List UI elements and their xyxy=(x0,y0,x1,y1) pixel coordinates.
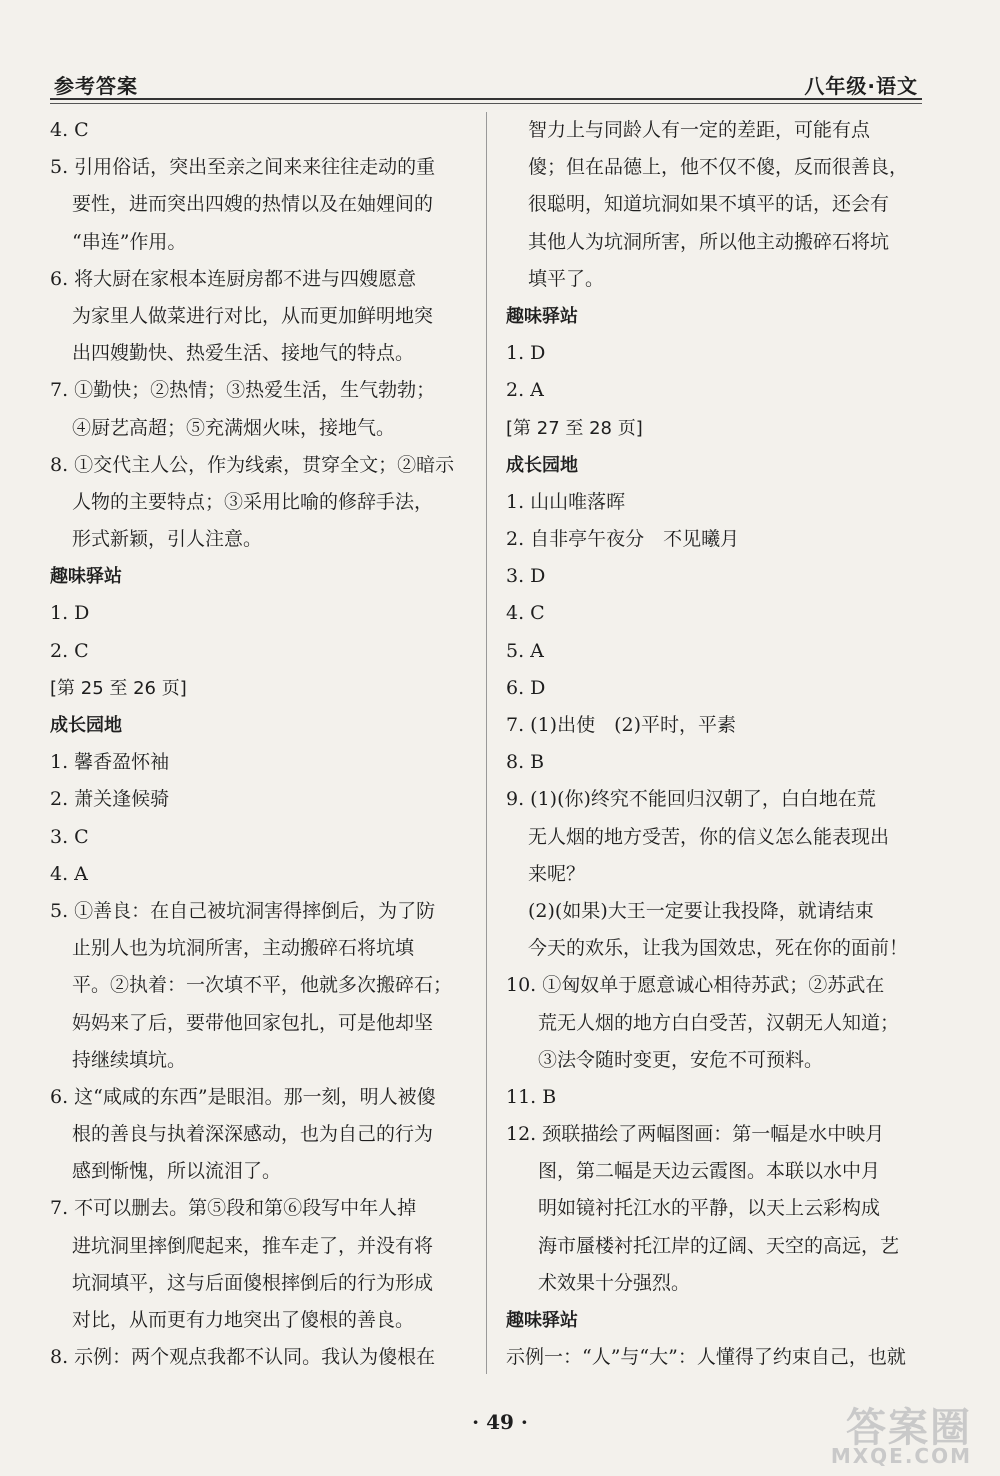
answer-line: 进坑洞里摔倒爬起来，推车走了，并没有将 xyxy=(72,1234,434,1257)
answer-line: 3. D xyxy=(506,565,546,588)
answer-line: 1. D xyxy=(506,342,546,365)
section-heading: 趣味驿站 xyxy=(50,566,122,588)
answer-line: 5. ①善良：在自己被坑洞害得摔倒后，为了防 xyxy=(50,899,436,922)
answer-line: 11. B xyxy=(506,1085,557,1108)
answer-line: 坑洞填平，这与后面傻根摔倒后的行为形成 xyxy=(72,1271,434,1294)
answer-line: 智力上与同龄人有一定的差距，可能有点 xyxy=(528,119,871,141)
answer-line: 人物的主要特点；③采用比喻的修辞手法， xyxy=(72,490,434,513)
answer-line: 4. C xyxy=(50,119,89,141)
answer-line: 4. C xyxy=(506,602,545,625)
answer-line: “串连”作用。 xyxy=(72,230,187,253)
header-subject: 八年级·语文 xyxy=(804,74,918,98)
page-range-label: [第 27 至 28 页] xyxy=(506,417,643,439)
answer-line: 出四嫂勤快、热爱生活、接地气的特点。 xyxy=(72,342,415,365)
page-range-label: [第 25 至 26 页] xyxy=(50,677,187,699)
section-heading: 成长园地 xyxy=(50,715,122,736)
answer-line: 1. D xyxy=(50,602,90,625)
answer-line: 图，第二幅是天边云霞图。本联以水中月 xyxy=(538,1160,881,1183)
right-column xyxy=(506,112,936,1376)
answer-line: 明如镜衬托江水的平静，以天上云彩构成 xyxy=(538,1197,881,1220)
answer-line: 5. A xyxy=(506,639,544,662)
answer-line: 示例一：“人”与“大”：人懂得了约束自己，也就 xyxy=(506,1346,906,1369)
answer-line: 8. ①交代主人公，作为线索，贯穿全文；②暗示 xyxy=(50,453,455,476)
answer-line: 9. (1)(你)终究不能回归汉朝了，白白地在荒 xyxy=(506,788,876,811)
answer-line: 对比，从而更有力地突出了傻根的善良。 xyxy=(72,1309,415,1331)
left-column xyxy=(50,112,480,1376)
watermark-logo xyxy=(790,1396,980,1466)
answer-line: ③法令随时变更，安危不可预料。 xyxy=(538,1048,824,1071)
column-divider xyxy=(486,112,487,1374)
answer-line: 要性，进而突出四嫂的热情以及在妯娌间的 xyxy=(72,193,434,216)
answer-line: 7. ①勤快；②热情；③热爱生活，生气勃勃； xyxy=(50,379,436,402)
answer-line: 今天的欢乐，让我为国效忠，死在你的面前！ xyxy=(528,937,909,960)
answer-line: 根的善良与执着深深感动，也为自己的行为 xyxy=(72,1123,434,1146)
answer-line: 填平了。 xyxy=(528,267,605,290)
answer-line: 4. A xyxy=(50,862,88,885)
answer-line: 2. C xyxy=(50,639,89,662)
answer-line: 来呢？ xyxy=(528,862,586,885)
answer-line: 平。②执着：一次填不平，他就多次搬碎石； xyxy=(72,974,453,997)
answer-line: 荒无人烟的地方白白受苦，汉朝无人知道； xyxy=(538,1011,900,1034)
answer-line: ④厨艺高超；⑤充满烟火味，接地气。 xyxy=(72,416,396,439)
answer-line: 持继续填坑。 xyxy=(72,1048,187,1071)
answer-line: 形式新颖，引人注意。 xyxy=(72,528,263,551)
answer-line: 止别人也为坑洞所害，主动搬碎石将坑填 xyxy=(72,937,415,960)
header-title: 参考答案 xyxy=(54,74,138,98)
answer-line: 5. 引用俗话，突出至亲之间来来往往走动的重 xyxy=(50,156,436,179)
answer-line: 无人烟的地方受苦，你的信义怎么能表现出 xyxy=(528,825,890,848)
answer-line: 感到惭愧，所以流泪了。 xyxy=(72,1160,282,1183)
section-heading: 趣味驿站 xyxy=(506,1310,578,1331)
watermark-text: 答案圈 xyxy=(846,1405,972,1451)
answer-line: 6. 将大厨在家根本连厨房都不进与四嫂愿意 xyxy=(50,267,417,290)
answer-line: (2)(如果)大王一定要让我投降，就请结束 xyxy=(528,899,874,922)
answer-line: 1. 山山唯落晖 xyxy=(506,490,626,513)
answer-line: 7. 不可以删去。第⑤段和第⑥段写中年人掉 xyxy=(50,1197,417,1220)
section-heading: 成长园地 xyxy=(506,454,578,476)
answer-line: 12. 颈联描绘了两幅图画：第一幅是水中映月 xyxy=(506,1123,885,1146)
answer-line: 海市蜃楼衬托江岸的辽阔、天空的高远，艺 xyxy=(538,1234,900,1257)
answer-line: 6. 这“咸咸的东西”是眼泪。那一刻，明人被傻 xyxy=(50,1085,436,1108)
answer-line: 为家里人做菜进行对比，从而更加鲜明地突 xyxy=(72,304,434,327)
watermark-url: MXQE.COM xyxy=(830,1444,972,1468)
answer-line: 8. 示例：两个观点我都不认同。我认为傻根在 xyxy=(50,1346,436,1369)
answer-line: 术效果十分强烈。 xyxy=(538,1271,691,1294)
answer-line: 很聪明，知道坑洞如果不填平的话，还会有 xyxy=(528,193,890,216)
answer-line: 8. B xyxy=(506,751,545,774)
answer-line: 1. 馨香盈怀袖 xyxy=(50,751,170,774)
section-heading: 趣味驿站 xyxy=(506,305,578,327)
answer-line: 傻；但在品德上，他不仅不傻，反而很善良， xyxy=(528,156,909,179)
answer-line: 10. ①匈奴单于愿意诚心相待苏武；②苏武在 xyxy=(506,974,885,997)
answer-line: 其他人为坑洞所害，所以他主动搬碎石将坑 xyxy=(528,230,890,253)
answer-line: 7. (1)出使 (2)平时，平素 xyxy=(506,714,736,736)
page-header xyxy=(50,62,922,100)
answer-line: 3. C xyxy=(50,825,89,848)
answer-line: 2. A xyxy=(506,379,544,402)
answer-line: 2. 萧关逢候骑 xyxy=(50,788,170,811)
answer-line: 6. D xyxy=(506,676,546,699)
answer-line: 2. 自非亭午夜分 不见曦月 xyxy=(506,528,740,551)
answer-line: 妈妈来了后，要带他回家包扎，可是他却坚 xyxy=(72,1011,434,1034)
page-number: · 49 · xyxy=(472,1410,528,1434)
